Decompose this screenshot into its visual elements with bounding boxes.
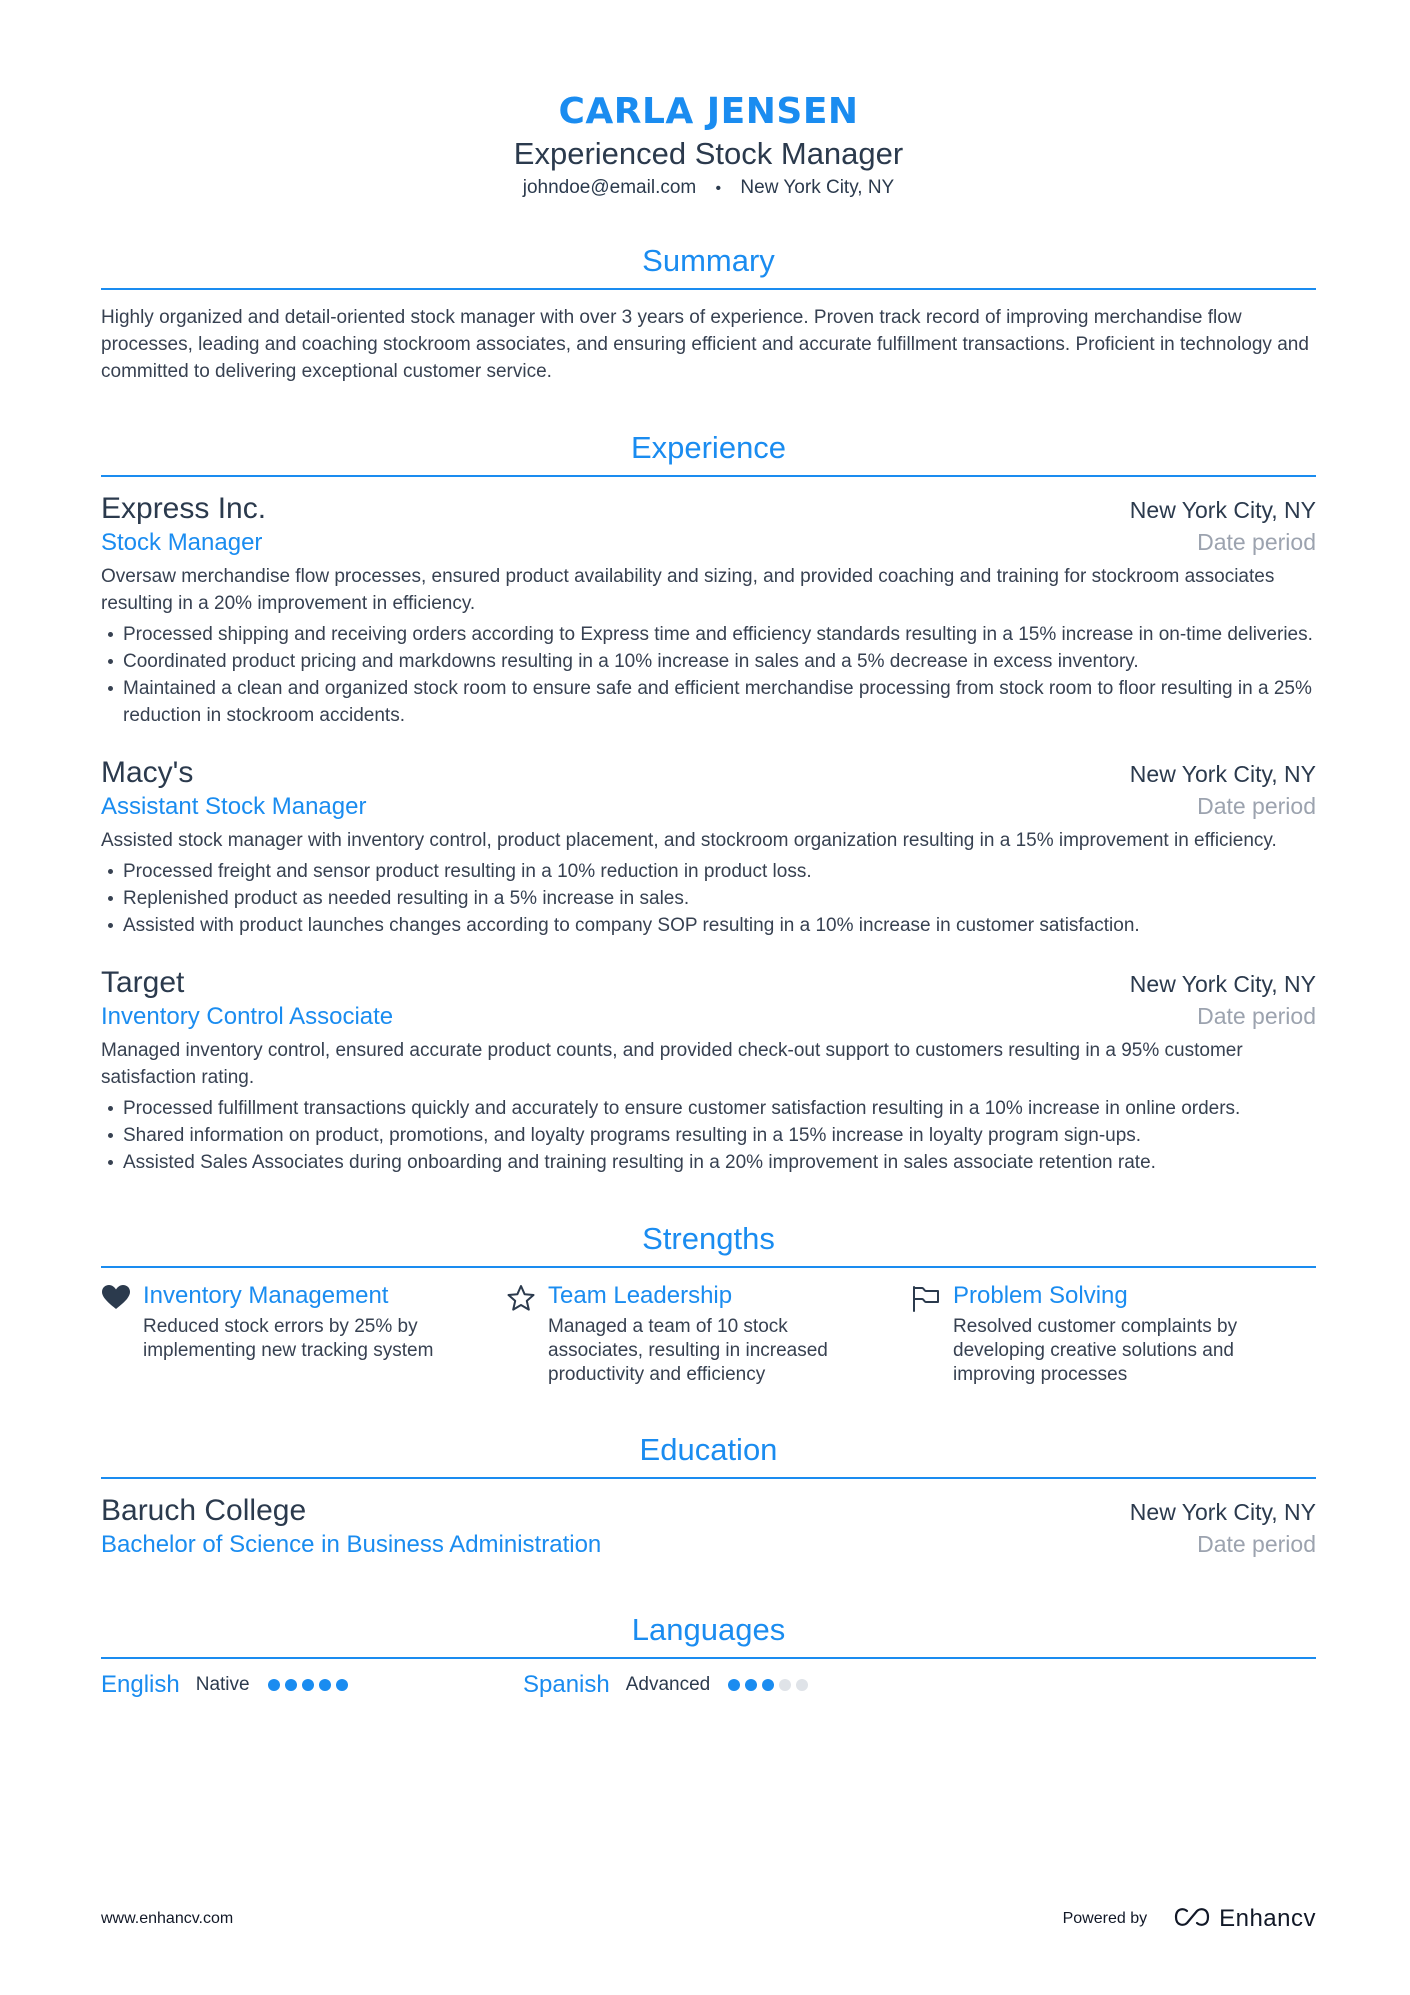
rating-dot [268,1679,280,1691]
rating-dot [319,1679,331,1691]
job-location: New York City, NY [1129,761,1316,787]
education-entry [101,1493,1316,1561]
rating-dot [796,1679,808,1691]
languages-heading: Languages [101,1611,1316,1659]
summary-section [101,242,1316,385]
language-name: English [101,1671,180,1698]
strengths-list [101,1280,1316,1387]
footer [101,1905,1316,1933]
strength-title: Team Leadership [548,1282,733,1309]
job-role: Inventory Control Associate [101,1003,394,1030]
language-level: Advanced [625,1674,711,1695]
language-item [101,1671,523,1699]
language-rating [728,1679,808,1691]
job-bullet: Processed fulfillment transactions quickly and accurately to ensure customer satisfaction resulting in a 10% increase in online orders. [101,1095,1316,1122]
strength-description: Resolved customer complaints by developing creative solutions and improving processes [953,1316,1238,1385]
job-description: Assisted stock manager with inventory control, product placement, and stockroom organization resulting in a 15% improvement in efficiency. [101,830,1277,851]
summary-heading: Summary [101,242,1316,290]
job-role: Assistant Stock Manager [101,793,367,820]
language-name: Spanish [523,1671,610,1698]
strength-item [506,1280,911,1387]
experience-entry [101,965,1316,1176]
company-name: Target [101,966,185,999]
contact-email[interactable]: johndoe@email.com [522,177,697,198]
resume-header [101,90,1316,202]
brand-name[interactable]: Enhancv [1219,1905,1316,1932]
job-bullet: Maintained a clean and organized stock room to ensure safe and efficient merchandise processing from stock room to floor resulting in a 25% reduction in stockroom accidents. [101,675,1316,729]
rating-dot [745,1679,757,1691]
rating-dot [302,1679,314,1691]
strength-title: Inventory Management [143,1282,389,1309]
experience-section [101,429,1316,1176]
footer-brand [1063,1905,1316,1933]
education-date: Date period [1197,1531,1316,1557]
languages-list [101,1671,1316,1699]
languages-section [101,1611,1316,1699]
job-bullet: Processed freight and sensor product resulting in a 10% reduction in product loss. [101,858,1316,885]
strengths-section [101,1220,1316,1387]
job-bullet: Processed shipping and receiving orders according to Express time and efficiency standards resulting in a 15% increase in on-time deliveries. [101,621,1316,648]
strength-description: Reduced stock errors by 25% by implementing new tracking system [143,1316,434,1361]
company-name: Express Inc. [101,492,267,525]
job-date: Date period [1197,793,1316,819]
contact-line [101,175,1316,202]
job-bullet: Replenished product as needed resulting in a 5% increase in sales. [101,885,1316,912]
rating-dot [779,1679,791,1691]
heart-icon [101,1280,143,1315]
resume-page [101,90,1316,1699]
job-bullet: Assisted Sales Associates during onboarding and training resulting in a 20% improvement in sales associate retention rate. [101,1149,1316,1176]
job-bullet: Shared information on product, promotions, and loyalty programs resulting in a 15% increase in loyalty program sign-ups. [101,1122,1316,1149]
experience-entry [101,755,1316,939]
strength-title: Problem Solving [953,1282,1128,1309]
separator-dot: • [715,180,722,197]
job-date: Date period [1197,529,1316,555]
job-role: Stock Manager [101,529,263,556]
job-date: Date period [1197,1003,1316,1029]
job-description: Oversaw merchandise flow processes, ensured product availability and sizing, and provided coaching and training for stockroom associates resulting in a 20% improvement in efficiency. [101,566,1275,614]
strength-item [911,1280,1316,1387]
candidate-name: CARLA JENSEN [558,91,859,132]
job-location: New York City, NY [1129,971,1316,997]
job-description: Managed inventory control, ensured accurate product counts, and provided check-out support to customers resulting in a 95% customer satisfaction rating. [101,1040,1243,1088]
star-icon [506,1280,548,1317]
experience-entry [101,491,1316,729]
education-section [101,1431,1316,1561]
job-bullets [101,1095,1316,1176]
experience-heading: Experience [101,429,1316,477]
candidate-title: Experienced Stock Manager [513,136,904,171]
job-bullet: Coordinated product pricing and markdowns resulting in a 10% increase in sales and a 5% decrease in excess inventory. [101,648,1316,675]
school-location: New York City, NY [1129,1499,1316,1525]
job-location: New York City, NY [1129,497,1316,523]
strengths-heading: Strengths [101,1220,1316,1268]
rating-dot [336,1679,348,1691]
job-bullets [101,621,1316,729]
job-bullets [101,858,1316,939]
language-item [523,1671,945,1699]
contact-location: New York City, NY [740,177,895,198]
enhancv-logo-icon [1173,1906,1211,1933]
footer-url[interactable]: www.enhancv.com [101,1910,234,1927]
education-heading: Education [101,1431,1316,1479]
company-name: Macy's [101,756,194,789]
school-name: Baruch College [101,1494,307,1527]
rating-dot [762,1679,774,1691]
rating-dot [285,1679,297,1691]
strength-item [101,1280,506,1387]
flag-icon [911,1280,953,1317]
strength-description: Managed a team of 10 stock associates, resulting in increased productivity and efficiency [548,1316,828,1385]
summary-text: Highly organized and detail-oriented stock manager with over 3 years of experience. Proven track record of improving merchandise flow processes, leading and coaching stockroom associates, and ensuring efficient and accurate fulfillment transactions. Proficient in technology and committed to delivering exceptional customer service. [101,307,1309,382]
language-level: Native [195,1674,250,1695]
rating-dot [728,1679,740,1691]
powered-by-label: Powered by [1062,1910,1148,1927]
job-bullet: Assisted with product launches changes according to company SOP resulting in a 10% increase in customer satisfaction. [101,912,1316,939]
language-rating [268,1679,348,1691]
degree: Bachelor of Science in Business Administration [101,1531,602,1558]
